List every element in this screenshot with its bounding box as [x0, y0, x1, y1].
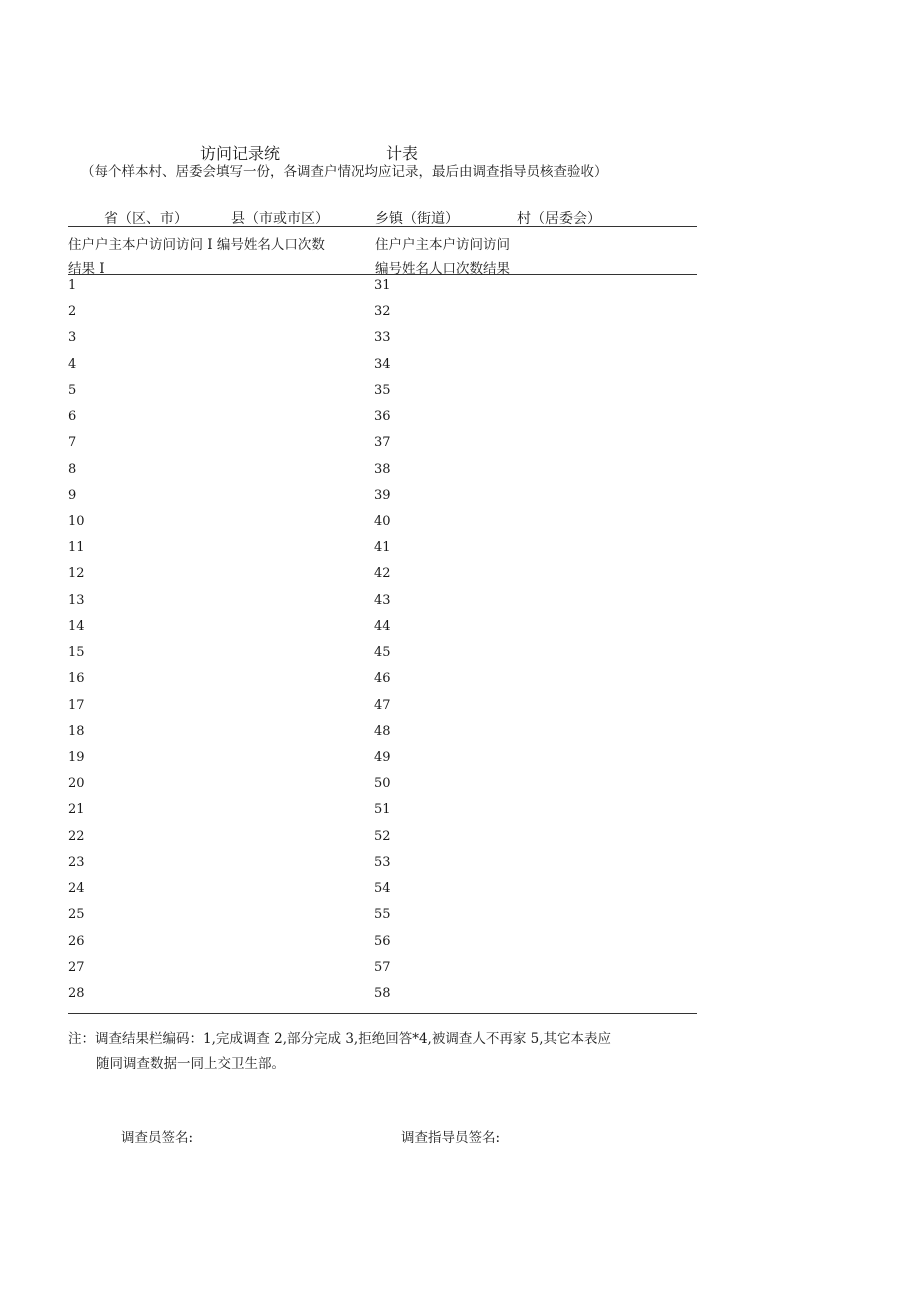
- row-number-right: 44: [374, 619, 391, 634]
- row-number-right: 58: [374, 986, 391, 1001]
- location-county: 县（市或市区）: [231, 211, 329, 227]
- row-number-left: 24: [68, 881, 85, 896]
- header-top-rule: [68, 226, 697, 227]
- row-number-right: 37: [374, 435, 391, 450]
- row-number-right: 45: [374, 645, 391, 660]
- row-number-left: 1: [68, 278, 77, 293]
- header-right-line2: 编号姓名人口次数结果: [375, 261, 510, 277]
- note-line2: 随同调查数据一同上交卫生部。: [96, 1056, 285, 1072]
- row-number-right: 54: [374, 881, 391, 896]
- row-number-right: 40: [374, 514, 391, 529]
- row-number-right: 39: [374, 488, 391, 503]
- header-left-line1: 住户户主本户访问访问 I 编号姓名人口次数: [68, 237, 325, 253]
- row-number-right: 52: [374, 829, 391, 844]
- row-number-right: 42: [374, 566, 391, 581]
- header-left-line2: 结果 I: [68, 261, 105, 277]
- row-number-left: 9: [68, 488, 77, 503]
- row-number-right: 32: [374, 304, 391, 319]
- row-number-left: 25: [68, 907, 85, 922]
- row-number-left: 26: [68, 934, 85, 949]
- row-number-left: 2: [68, 304, 77, 319]
- header-right-line1: 住户户主本户访问访问: [375, 237, 510, 253]
- row-number-left: 7: [68, 435, 77, 450]
- row-number-left: 22: [68, 829, 85, 844]
- row-number-left: 23: [68, 855, 85, 870]
- row-number-left: 15: [68, 645, 85, 660]
- row-number-left: 17: [68, 698, 85, 713]
- row-number-left: 19: [68, 750, 85, 765]
- row-number-right: 56: [374, 934, 391, 949]
- row-number-right: 34: [374, 357, 391, 372]
- row-number-right: 48: [374, 724, 391, 739]
- location-township: 乡镇（街道）: [375, 211, 459, 227]
- page-title-part1: 访问记录统: [200, 144, 281, 163]
- note-line1: 注：调查结果栏编码：1,完成调查 2,部分完成 3,拒绝回答*4,被调查人不再家 5,其它本表应: [68, 1031, 612, 1047]
- row-number-left: 13: [68, 593, 85, 608]
- row-number-right: 46: [374, 671, 391, 686]
- row-number-left: 18: [68, 724, 85, 739]
- row-number-right: 31: [374, 278, 391, 293]
- row-number-left: 14: [68, 619, 85, 634]
- row-number-left: 8: [68, 462, 77, 477]
- row-number-left: 21: [68, 802, 85, 817]
- row-number-right: 51: [374, 802, 391, 817]
- row-number-left: 11: [68, 540, 85, 555]
- row-number-right: 36: [374, 409, 391, 424]
- row-number-left: 20: [68, 776, 85, 791]
- location-province: 省（区、市）: [104, 211, 188, 227]
- row-number-right: 43: [374, 593, 391, 608]
- page-subtitle: （每个样本村、居委会填写一份，各调查户情况均应记录，最后由调查指导员核查验收）: [81, 164, 608, 180]
- supervisor-signature-label: 调查指导员签名:: [401, 1130, 501, 1146]
- row-number-left: 10: [68, 514, 85, 529]
- row-number-left: 5: [68, 383, 77, 398]
- page-title-part2: 计表: [386, 144, 419, 163]
- row-number-left: 27: [68, 960, 85, 975]
- row-number-right: 53: [374, 855, 391, 870]
- row-number-right: 33: [374, 330, 391, 345]
- row-number-left: 12: [68, 566, 85, 581]
- row-number-right: 47: [374, 698, 391, 713]
- row-number-left: 3: [68, 330, 77, 345]
- investigator-signature-label: 调查员签名:: [121, 1130, 194, 1146]
- row-number-left: 28: [68, 986, 85, 1001]
- row-number-left: 6: [68, 409, 77, 424]
- row-number-right: 49: [374, 750, 391, 765]
- table-bottom-rule: [68, 1013, 697, 1014]
- row-number-right: 55: [374, 907, 391, 922]
- row-number-left: 4: [68, 357, 77, 372]
- header-bottom-rule: [68, 274, 697, 275]
- row-number-right: 57: [374, 960, 391, 975]
- row-number-left: 16: [68, 671, 85, 686]
- row-number-right: 35: [374, 383, 391, 398]
- row-number-right: 41: [374, 540, 391, 555]
- row-number-right: 38: [374, 462, 391, 477]
- location-village: 村（居委会）: [517, 211, 601, 227]
- row-number-right: 50: [374, 776, 391, 791]
